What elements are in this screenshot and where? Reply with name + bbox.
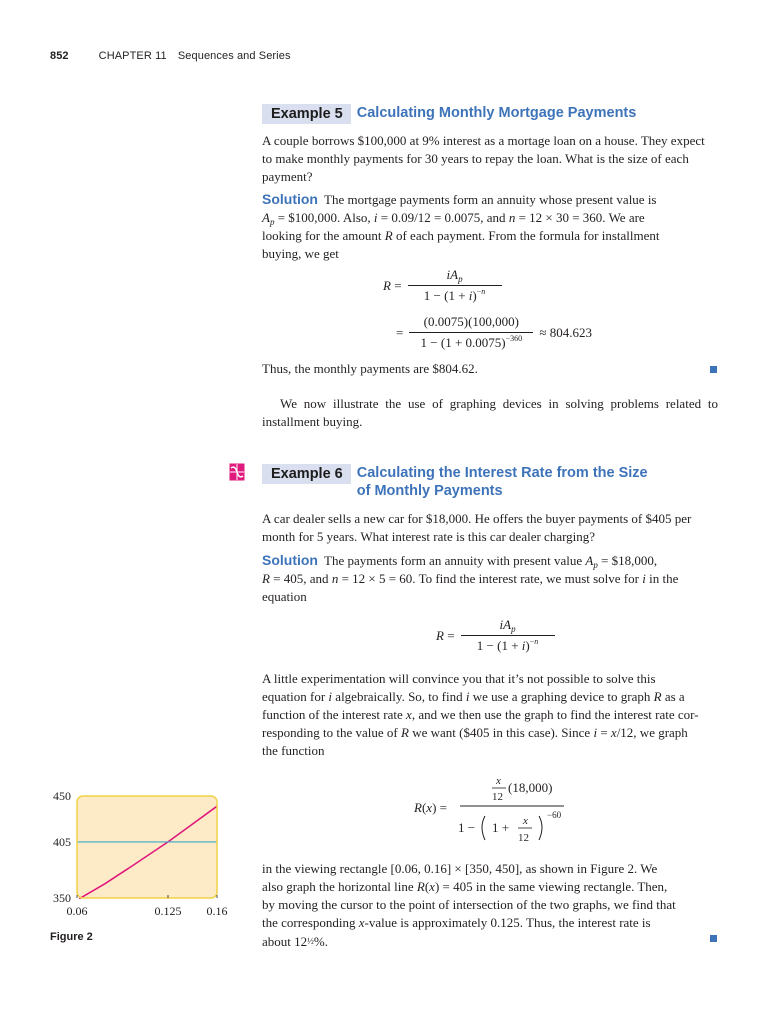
example-5-solution: Solution The mortgage payments form an annuity whose present value is $A_p$ = $100,000. Also, i = 0.09/12 = 0.0075, and n = 12 × 30 = 360. We are looking for the amount R of each payment. From the formula for installment buying, we get — [262, 191, 660, 261]
svg-text:1 +: 1 + — [492, 820, 510, 835]
example-5-heading — [262, 104, 636, 124]
y-tick-label: 450 — [53, 789, 71, 803]
example-5-problem: A couple borrows $100,000 at 9% interest as a mortage loan on a house. They expect to make monthly payments for 30 years to repay the loan. What is the size of each payment? — [262, 133, 705, 184]
x-tick-label: 0.06 — [66, 904, 88, 918]
x-tick-label: 0.125 — [154, 904, 182, 918]
example-6-title-line-1: Calculating the Interest Rate from the Size — [356, 465, 648, 481]
running-head — [50, 50, 291, 62]
y-tick-label: 405 — [53, 834, 71, 849]
example-5-title: Calculating Monthly Mortgage Payments — [356, 105, 637, 121]
page-number: 852 — [50, 50, 69, 62]
example-6-solution-label: Solution — [262, 552, 318, 568]
example-6-explanation: A little experimentation will convince you that it’s not possible to solve this equation for i algebraically. So, to find i we use a graphing device to graph R as a function of the interest rate x, and we then use the graph to find the interest rate cor- responding to the value of R we want ($405 in this case). Since i = x/12, we graph the function — [262, 671, 699, 758]
bridge-paragraph: We now illustrate the use of graphing devices in solving problems related to installment buying. — [262, 396, 718, 429]
example-5-conclusion: Thus, the monthly payments are $804.62. — [262, 361, 478, 376]
example-6-title-line-2: of Monthly Payments — [356, 483, 503, 499]
figure-2-chart — [40, 786, 240, 926]
example-5-label: Example 5 — [262, 104, 351, 124]
example-6-heading — [262, 464, 648, 500]
example-5-solution-label: Solution — [262, 191, 318, 207]
formula-rx — [412, 768, 582, 850]
formula-installment-3: R = $\frac{iA_p}{1 - (1 + i)^{-n}}$ — [436, 617, 555, 654]
graphing-calculator-icon — [229, 463, 245, 481]
svg-text:R(x) =: R(x) = — [414, 800, 447, 815]
formula-installment-1: R = $\frac{iA_p}{1 - (1 + i)^{-n}}$ — [383, 267, 502, 304]
example-6-title — [357, 464, 648, 500]
svg-text:−60: −60 — [547, 810, 562, 820]
chapter-label: CHAPTER 11 — [98, 50, 167, 62]
svg-text:1 −: 1 − — [458, 820, 476, 835]
svg-text:12: 12 — [492, 791, 503, 803]
svg-text:12: 12 — [518, 832, 529, 844]
svg-text:x: x — [523, 815, 528, 827]
example-5-solution-text: The mortgage payments form an annuity whose present value is — [324, 192, 657, 207]
end-of-solution-marker — [710, 366, 717, 373]
svg-text:x: x — [496, 775, 501, 787]
end-of-solution-marker-2 — [710, 935, 717, 942]
chapter-title: Sequences and Series — [177, 50, 291, 62]
figure-2-caption: Figure 2 — [50, 931, 93, 943]
example-6-conclusion: in the viewing rectangle [0.06, 0.16] × [350, 450], as shown in Figure 2. We also graph the horizontal line R(x) = 405 in the same viewing rectangle. Then, by moving the cursor to the point of intersection of the two graphs, we find that the corresponding x-value is approximately 0.125. Thus, the interest rate is about 12½%. — [262, 861, 676, 949]
example-6-label: Example 6 — [262, 464, 351, 484]
x-tick-label: 0.16 — [206, 904, 228, 918]
plot-area — [77, 796, 217, 898]
example-6-solution: Solution The payments form an annuity with present value $A_p$ = $18,000, R = 405, and n = 12 × 5 = 60. To find the interest rate, we must solve for i in the equation — [262, 552, 679, 604]
svg-text:(18,000): (18,000) — [508, 780, 553, 795]
example-6-problem: A car dealer sells a new car for $18,000. He offers the buyer payments of $405 per month for 5 years. What interest rate is this car dealer charging? — [262, 511, 692, 544]
formula-installment-2: = $\frac{(0.0075)(100,000)}{1 - (1 + 0.0075)^{-360}}$ ≈ 804.623 — [396, 314, 592, 350]
y-tick-label: 350 — [53, 891, 71, 905]
